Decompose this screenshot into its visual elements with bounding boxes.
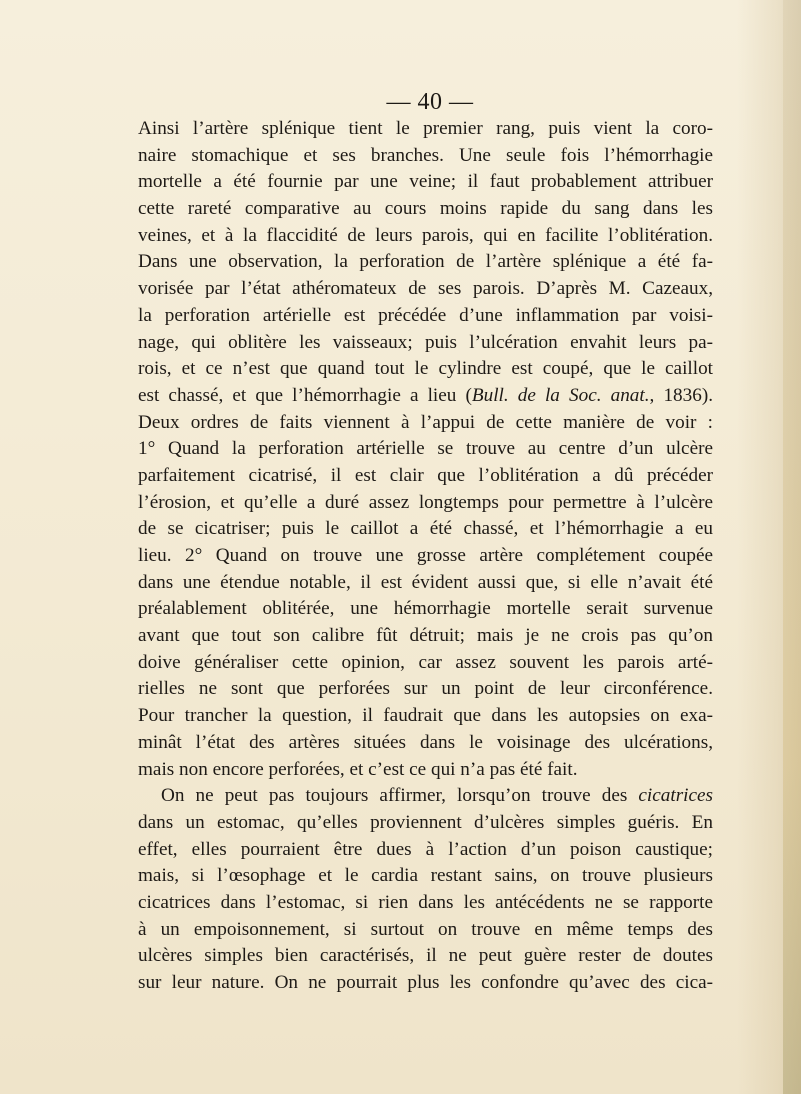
text-line: nage, qui oblitère les vaisseaux; puis l’ulcération envahit leurs pa- [138,331,713,353]
text-line: effet, elles pourraient être dues à l’action d’un poison caustique; [138,838,713,860]
text-line: vorisée par l’état athéromateux de ses parois. D’après M. Cazeaux, [138,278,713,300]
text-line: est chassé, et que l’hémorrhagie a lieu (Bull. de la Soc. anat., 1836). [138,384,713,406]
text-line: cicatrices dans l’estomac, si rien dans les antécédents ne se rapporte [138,891,713,913]
text-line: lieu. 2° Quand on trouve une grosse artère complétement coupée [138,545,713,566]
citation-italic: Bull. de la Soc. anat. [471,384,650,406]
body-text [138,116,713,997]
text-line: préalablement oblitérée, une hémorrhagie mortelle serait survenue [138,598,713,620]
text-line: 1° Quand la perforation artérielle se trouve au centre d’un ulcère [138,438,713,460]
text-line: Pour trancher la question, il faudrait que dans les autopsies on exa- [138,705,713,727]
text-line: dans une étendue notable, il est évident aussi que, si elle n’avait été [138,571,713,593]
text-line: Dans une observation, la perforation de l’artère splénique a été fa- [138,251,713,273]
text-line: l’érosion, et qu’elle a duré assez longtemps pour permettre à l’ulcère [138,491,713,513]
text-line: rielles ne sont que perforées sur un point de leur circonférence. [138,678,713,700]
text-line: la perforation artérielle est précédée d’une inflammation par voisi- [138,304,713,326]
text-line: doive généraliser cette opinion, car assez souvent les parois arté- [138,651,713,673]
text-line: cette rareté comparative au cours moins rapide du sang dans les [138,198,713,220]
text-line: sur leur nature. On ne pourrait plus les confondre qu’avec des cica- [138,972,713,993]
text-line: Ainsi l’artère splénique tient le premier rang, puis vient la coro- [138,118,713,139]
text-line: dans un estomac, qu’elles proviennent d’ulcères simples guéris. En [138,811,713,833]
text-line: à un empoisonnement, si surtout on trouve en même temps des [138,918,713,940]
text-line: naire stomachique et ses branches. Une seule fois l’hémorrhagie [138,144,713,166]
text-line: minât l’état des artères situées dans le voisinage des ulcérations, [138,731,713,753]
text-line: mais non encore perforées, et c’est ce qui n’a pas été fait. [138,758,578,780]
text-line: avant que tout son calibre fût détruit; mais je ne crois pas qu’on [138,625,713,647]
text-line: parfaitement cicatrisé, il est clair que l’oblitération a dû précéder [138,464,713,486]
text-line: Deux ordres de faits viennent à l’appui de cette manière de voir : [138,411,713,433]
text-line: mortelle a été fournie par une veine; il faut probablement attribuer [138,171,713,193]
text-line: mais, si l’œsophage et le cardia restant sains, on trouve plusieurs [138,865,713,887]
text-line: ulcères simples bien caractérisés, il ne peut guère rester de doutes [138,945,713,967]
text-line: rois, et ce n’est que quand tout le cylindre est coupé, que le caillot [138,358,713,380]
page-number: — 40 — [386,89,474,115]
text-line: de se cicatriser; puis le caillot a été chassé, et l’hémorrhagie a eu [138,518,713,540]
text-line: On ne peut pas toujours affirmer, lorsqu’on trouve des cicatrices [161,785,713,807]
text-line: veines, et à la flaccidité de leurs parois, qui en facilite l’oblitération. [138,224,713,246]
emphasis-italic: cicatrices [638,785,713,807]
page-edge-stain [783,0,801,1094]
